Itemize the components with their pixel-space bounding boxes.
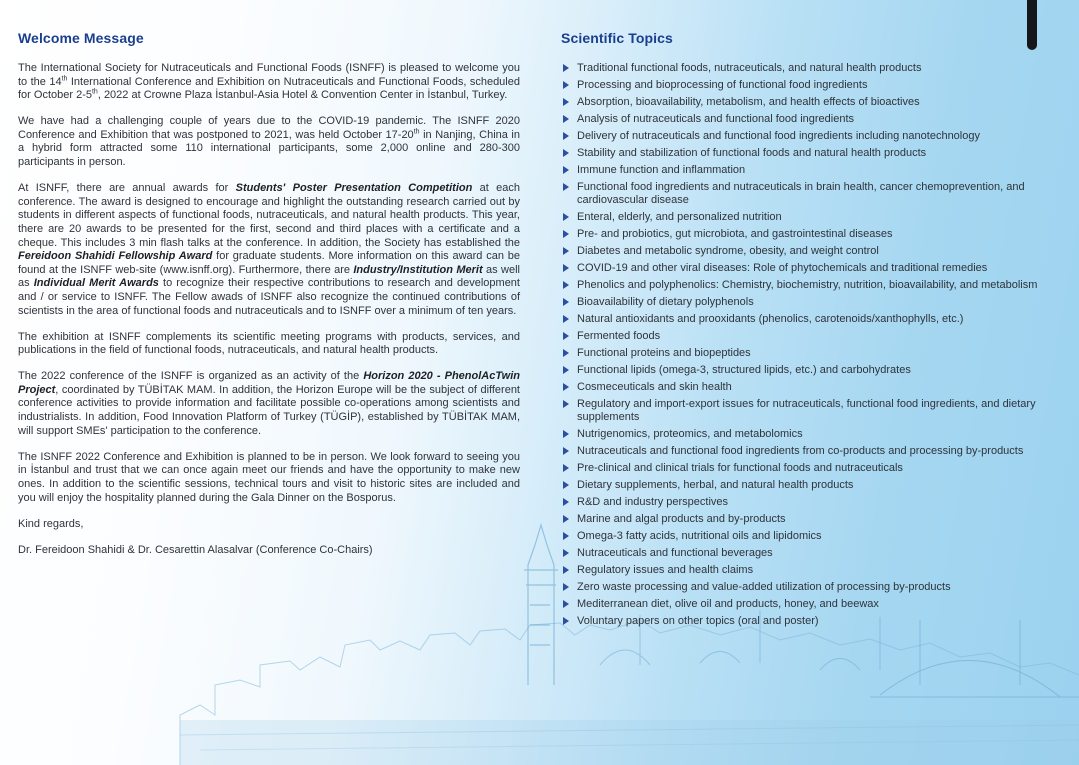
triangle-bullet-icon bbox=[563, 515, 569, 523]
topic-item bbox=[561, 296, 1061, 309]
topic-item bbox=[561, 62, 1061, 75]
triangle-bullet-icon bbox=[563, 81, 569, 89]
topic-item bbox=[561, 245, 1061, 258]
triangle-bullet-icon bbox=[563, 366, 569, 374]
topic-item bbox=[561, 445, 1061, 458]
topics-list bbox=[561, 62, 1061, 628]
triangle-bullet-icon bbox=[563, 149, 569, 157]
welcome-paragraph-5: The 2022 conference of the ISNFF is organized as an activity of the Horizon 2020 - PhenolAcTwin Project, coordinated by TÜBİTAK MAM. In addition, the Horizon Europe will be the subject of different conference activities to provide information and facilitate possible co-operations among scientists and industrialists. In addition, Food Innovation Platform of Turkey (TÜGİP), established by TÜBİTAK MAM, will support SMEs' participation to the conference. bbox=[18, 370, 520, 437]
topic-item bbox=[561, 615, 1061, 628]
topic-item bbox=[561, 130, 1061, 143]
welcome-paragraph-2: We have had a challenging couple of years due to the COVID-19 pandemic. The ISNFF 2020 Conference and Exhibition that was postponed to 2021, was held October 17-20th in Nanjing, China in a hybrid form attracted some 110 international participants, some 2,000 online and 280-300 participants in person. bbox=[18, 115, 520, 169]
topic-text: R&D and industry perspectives bbox=[577, 496, 729, 508]
topic-item bbox=[561, 147, 1061, 160]
topic-item bbox=[561, 164, 1061, 177]
welcome-paragraph-3: At ISNFF, there are annual awards for Students' Poster Presentation Competition at each conference. The award is designed to encourage and highlight the outstanding research carried out by students in different aspects of functional foods, nutraceuticals, and natural health products. This year, there are 20 awards to be presented for the first, second and third places with a certificate and a cheque. This includes 3 min flash talks at the conference. In addition, the Society has established the Fereidoon Shahidi Fellowship Award for graduate students. More information on this award can be found at the ISNFF web-site (www.isnff.org). Furthermore, there are Industry/Institution Merit as well as Individual Merit Awards to recognize their respective contributions to research and development and / or service to ISNFF. The Fellow awads of ISNFF also recognize the continued contributions of scientists in the area of functional foods and nutraceuticals and to ISNFF over a minimum of ten years. bbox=[18, 182, 520, 317]
topic-text: Regulatory issues and health claims bbox=[577, 564, 754, 576]
topic-text: Nutraceuticals and functional food ingredients from co-products and processing by-products bbox=[577, 445, 1024, 457]
topic-text: Enteral, elderly, and personalized nutrition bbox=[577, 211, 782, 223]
topic-item bbox=[561, 347, 1061, 360]
topic-text: Functional lipids (omega-3, structured lipids, etc.) and carbohydrates bbox=[577, 364, 911, 376]
welcome-closing: Kind regards, bbox=[18, 517, 84, 530]
topic-text: Regulatory and import-export issues for nutraceuticals, functional food ingredients, and dietary supplements bbox=[577, 398, 1036, 423]
welcome-signature: Dr. Fereidoon Shahidi & Dr. Cesarettin Alasalvar (Conference Co-Chairs) bbox=[18, 543, 373, 556]
triangle-bullet-icon bbox=[563, 264, 569, 272]
award-individual-merit: Individual Merit Awards bbox=[33, 277, 159, 290]
topic-text: Mediterranean diet, olive oil and products, honey, and beewax bbox=[577, 598, 879, 610]
triangle-bullet-icon bbox=[563, 247, 569, 255]
topic-text: Stability and stabilization of functional foods and natural health products bbox=[577, 147, 927, 159]
triangle-bullet-icon bbox=[563, 498, 569, 506]
triangle-bullet-icon bbox=[563, 115, 569, 123]
triangle-bullet-icon bbox=[563, 213, 569, 221]
triangle-bullet-icon bbox=[563, 349, 569, 357]
topic-item bbox=[561, 479, 1061, 492]
triangle-bullet-icon bbox=[563, 481, 569, 489]
topic-item bbox=[561, 228, 1061, 241]
topic-item bbox=[561, 211, 1061, 224]
topic-item bbox=[561, 364, 1061, 377]
triangle-bullet-icon bbox=[563, 400, 569, 408]
triangle-bullet-icon bbox=[563, 183, 569, 191]
topic-item bbox=[561, 547, 1061, 560]
triangle-bullet-icon bbox=[563, 315, 569, 323]
topic-text: Absorption, bioavailability, metabolism, and health effects of bioactives bbox=[577, 96, 920, 108]
topic-text: Functional proteins and biopeptides bbox=[577, 347, 751, 359]
topic-item bbox=[561, 279, 1061, 292]
topic-text: Marine and algal products and by-products bbox=[577, 513, 786, 525]
triangle-bullet-icon bbox=[563, 230, 569, 238]
topic-text: Diabetes and metabolic syndrome, obesity, and weight control bbox=[577, 245, 879, 257]
welcome-heading: Welcome Message bbox=[18, 30, 144, 46]
topic-text: Analysis of nutraceuticals and functional food ingredients bbox=[577, 113, 855, 125]
triangle-bullet-icon bbox=[563, 166, 569, 174]
topic-text: Phenolics and polyphenolics: Chemistry, biochemistry, nutrition, bioavailability, and metabolism bbox=[577, 279, 1038, 291]
triangle-bullet-icon bbox=[563, 617, 569, 625]
topic-text: Traditional functional foods, nutraceuticals, and natural health products bbox=[577, 62, 922, 74]
topic-text: Omega-3 fatty acids, nutritional oils and lipidomics bbox=[577, 530, 822, 542]
triangle-bullet-icon bbox=[563, 566, 569, 574]
topic-item bbox=[561, 462, 1061, 475]
page-tab-marker bbox=[1027, 0, 1037, 50]
topic-text: Nutrigenomics, proteomics, and metabolomics bbox=[577, 428, 803, 440]
triangle-bullet-icon bbox=[563, 132, 569, 140]
topic-item bbox=[561, 79, 1061, 92]
horizon-project-name: Horizon 2020 - PhenolAcTwin Project bbox=[18, 370, 520, 396]
topic-item bbox=[561, 428, 1061, 441]
topic-text: Dietary supplements, herbal, and natural health products bbox=[577, 479, 854, 491]
award-shahidi-fellowship: Fereidoon Shahidi Fellowship Award bbox=[18, 250, 213, 263]
topic-text: Voluntary papers on other topics (oral and poster) bbox=[577, 615, 819, 627]
topic-text: Fermented foods bbox=[577, 330, 661, 342]
topic-item bbox=[561, 581, 1061, 594]
topic-item bbox=[561, 262, 1061, 275]
topic-text: Processing and bioprocessing of functional food ingredients bbox=[577, 79, 868, 91]
triangle-bullet-icon bbox=[563, 600, 569, 608]
topic-item bbox=[561, 398, 1061, 424]
triangle-bullet-icon bbox=[563, 98, 569, 106]
topic-text: Bioavailability of dietary polyphenols bbox=[577, 296, 754, 308]
topic-item bbox=[561, 513, 1061, 526]
triangle-bullet-icon bbox=[563, 464, 569, 472]
welcome-section bbox=[18, 30, 520, 570]
topics-heading: Scientific Topics bbox=[561, 30, 673, 46]
topic-text: Immune function and inflammation bbox=[577, 164, 746, 176]
topic-text: Nutraceuticals and functional beverages bbox=[577, 547, 773, 559]
topic-text: COVID-19 and other viral diseases: Role of phytochemicals and traditional remedies bbox=[577, 262, 988, 274]
award-students-poster: Students' Poster Presentation Competition bbox=[235, 182, 473, 195]
welcome-paragraph-6: The ISNFF 2022 Conference and Exhibition is planned to be in person. We look forward to seeing you in İstanbul and trust that we can once again meet our friends and have the opportunity to make new ones. In addition to the scientific sessions, technical tours and visit to historic sites are included and you will enjoy the hospitality planned during the Gala Dinner on the Bosporus. bbox=[18, 450, 520, 504]
topic-item bbox=[561, 530, 1061, 543]
award-industry-merit: Industry/Institution Merit bbox=[353, 263, 483, 276]
topic-item bbox=[561, 330, 1061, 343]
topic-item bbox=[561, 96, 1061, 109]
topic-item bbox=[561, 496, 1061, 509]
topic-text: Delivery of nutraceuticals and functional food ingredients including nanotechnology bbox=[577, 130, 980, 142]
triangle-bullet-icon bbox=[563, 532, 569, 540]
topic-text: Natural antioxidants and prooxidants (phenolics, carotenoids/xanthophylls, etc.) bbox=[577, 313, 964, 325]
topic-item bbox=[561, 381, 1061, 394]
triangle-bullet-icon bbox=[563, 383, 569, 391]
welcome-paragraph-4: The exhibition at ISNFF complements its scientific meeting programs with products, services, and publications in the field of functional foods, nutraceuticals, and natural health products. bbox=[18, 330, 520, 357]
topic-text: Pre- and probiotics, gut microbiota, and gastrointestinal diseases bbox=[577, 228, 893, 240]
topics-section bbox=[561, 30, 1061, 632]
topic-item bbox=[561, 113, 1061, 126]
topic-item bbox=[561, 564, 1061, 577]
triangle-bullet-icon bbox=[563, 298, 569, 306]
topic-item bbox=[561, 313, 1061, 326]
topic-item bbox=[561, 181, 1061, 207]
triangle-bullet-icon bbox=[563, 549, 569, 557]
triangle-bullet-icon bbox=[563, 281, 569, 289]
welcome-paragraph-1: The International Society for Nutraceuticals and Functional Foods (ISNFF) is pleased to welcome you to the 14th International Conference and Exhibition on Nutraceuticals and Functional Foods, scheduled for October 2-5th, 2022 at Crowne Plaza İstanbul-Asia Hotel & Convention Center in İstanbul, Turkey. bbox=[18, 62, 520, 102]
topic-text: Zero waste processing and value-added utilization of processing by-products bbox=[577, 581, 951, 593]
triangle-bullet-icon bbox=[563, 447, 569, 455]
triangle-bullet-icon bbox=[563, 332, 569, 340]
topic-text: Functional food ingredients and nutraceuticals in brain health, cancer chemoprevention, and cardiovascular disease bbox=[577, 181, 1025, 206]
topic-text: Pre-clinical and clinical trials for functional foods and nutraceuticals bbox=[577, 462, 903, 474]
topic-text: Cosmeceuticals and skin health bbox=[577, 381, 732, 393]
triangle-bullet-icon bbox=[563, 583, 569, 591]
topic-item bbox=[561, 598, 1061, 611]
triangle-bullet-icon bbox=[563, 64, 569, 72]
triangle-bullet-icon bbox=[563, 430, 569, 438]
